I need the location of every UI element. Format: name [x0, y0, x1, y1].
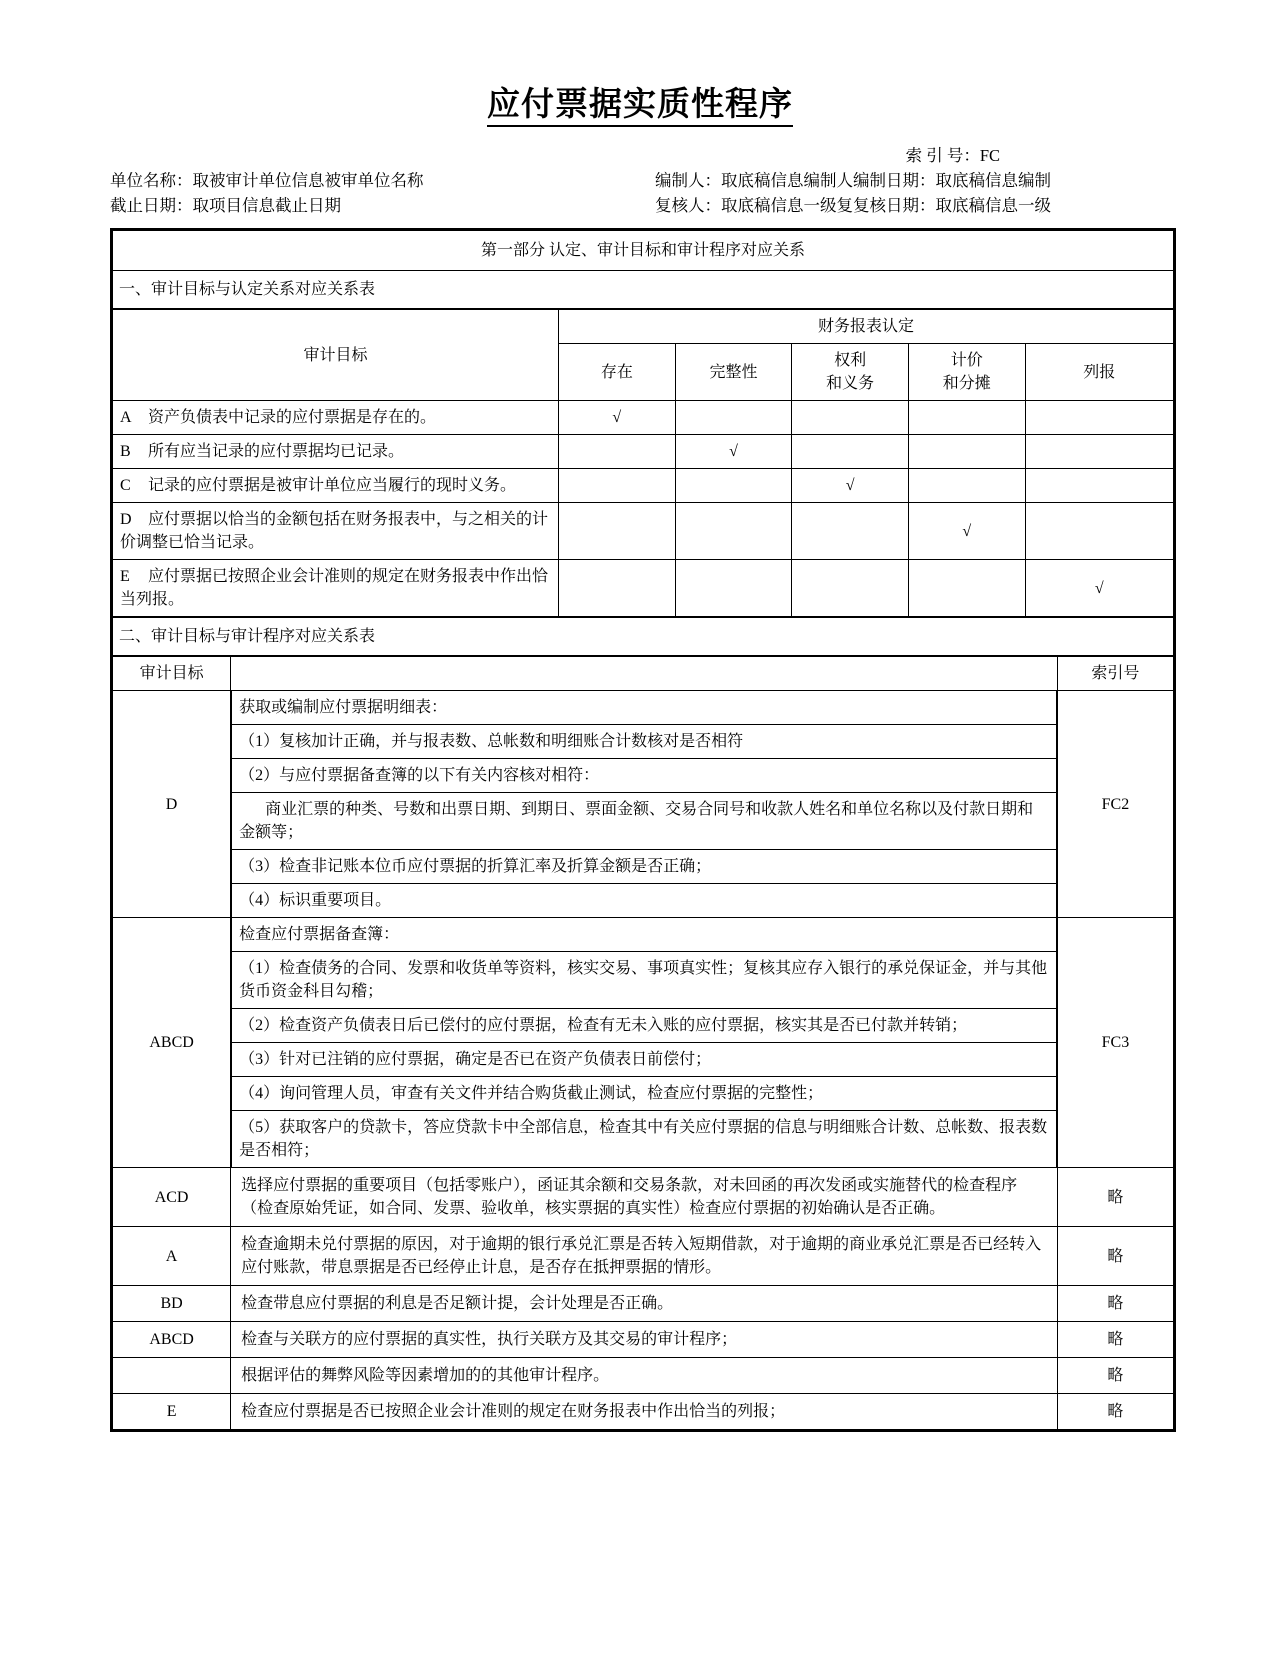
assertion-mark-a-rights	[792, 401, 909, 435]
procedure-group-items-fc3	[231, 918, 1058, 1168]
list-item	[232, 759, 1057, 793]
procedure-index-header: 索引号	[1057, 657, 1173, 691]
review-date-label: 复核日期：	[853, 196, 936, 215]
section-one-heading-row	[113, 271, 1173, 309]
assertion-row-a-text: 资产负债表中记录的应付票据是存在的。	[148, 409, 437, 426]
section-one-heading: 一、审计目标与认定关系对应关系表	[113, 271, 1173, 309]
part-one-heading: 第一部分 认定、审计目标和审计程序对应关系	[113, 231, 1173, 271]
assertion-col-valuation-l1: 计价	[950, 352, 983, 369]
assertion-mark-e-existence	[559, 560, 676, 617]
document-meta	[110, 143, 1170, 218]
preparer-field	[655, 168, 1170, 193]
table-row	[113, 1394, 1173, 1430]
assertion-mark-b-existence	[559, 435, 676, 469]
procedure-group-code-e: E	[113, 1394, 231, 1430]
procedure-item-text: 获取或编制应付票据明细表：	[232, 691, 1057, 725]
page-title	[110, 0, 1170, 125]
assertion-col-valuation-l2: 和分摊	[942, 375, 991, 392]
procedure-item-text: 检查逾期未兑付票据的原因，对于逾期的银行承兑汇票是否转入短期借款，对于逾期的商业承兑汇票是否已经转入应付账款，带息票据是否已经停止计息，是否存在抵押票据的情形。	[231, 1227, 1058, 1286]
list-item	[232, 793, 1057, 850]
assertion-mark-a-valuation	[908, 401, 1025, 435]
procedure-item-list	[231, 691, 1057, 917]
assertion-mark-a-existence: √	[559, 401, 676, 435]
procedure-item-text: （4）询问管理人员，审查有关文件并结合购货截止测试，检查应付票据的完整性；	[232, 1077, 1057, 1111]
procedure-item-text: （2）与应付票据备查簿的以下有关内容核对相符：	[232, 759, 1057, 793]
part-one-heading-row	[113, 231, 1173, 271]
assertion-mark-a-presentation	[1025, 401, 1173, 435]
table-row	[113, 691, 1173, 918]
list-item	[232, 952, 1057, 1009]
assertion-mark-b-rights	[792, 435, 909, 469]
assertion-col-existence-l1: 存在	[600, 363, 633, 381]
assertion-mark-b-valuation	[908, 435, 1025, 469]
assertion-mark-d-rights	[792, 503, 909, 560]
assertion-row-c-code: C	[120, 477, 131, 494]
main-frame	[110, 228, 1176, 1432]
assertion-mark-d-valuation: √	[908, 503, 1025, 560]
table-row	[113, 401, 1173, 435]
list-item	[232, 725, 1057, 759]
reviewer-value: 取底稿信息一级复	[721, 196, 853, 215]
prepare-date-value: 取底稿信息编制	[935, 171, 1051, 190]
assertion-matrix-table	[113, 309, 1173, 617]
assertion-mark-c-valuation	[908, 469, 1025, 503]
procedure-group-ref-e: 略	[1057, 1394, 1173, 1430]
assertion-row-a-code: A	[120, 409, 132, 426]
procedure-item-text: （2）检查资产负债表日后已偿付的应付票据，检查有无未入账的应付票据，核实其是否已付款并转销；	[232, 1009, 1057, 1043]
assertion-row-d-text: 应付票据以恰当的金额包括在财务报表中，与之相关的计价调整已恰当记录。	[120, 511, 549, 551]
reviewer-field	[655, 193, 1170, 218]
entity-name-value: 取被审计单位信息被审单位名称	[192, 171, 424, 190]
list-item	[232, 850, 1057, 884]
assertion-row-d	[113, 503, 559, 560]
list-item	[232, 1009, 1057, 1043]
assertion-col-rights-l2: 和义务	[826, 375, 875, 392]
meta-row-2	[110, 193, 1170, 218]
list-item	[232, 884, 1057, 918]
procedure-item-text: 检查应付票据是否已按照企业会计准则的规定在财务报表中作出恰当的列报；	[231, 1394, 1058, 1430]
procedure-content-header	[231, 657, 1058, 691]
assertion-group-header: 财务报表认定	[559, 310, 1174, 344]
list-item	[232, 1111, 1057, 1168]
reviewer-label: 复核人：	[655, 196, 721, 215]
procedure-item-text: 检查应付票据备查簿：	[232, 918, 1057, 952]
procedure-group-ref-fc2: FC2	[1057, 691, 1173, 918]
preparer-label: 编制人：	[655, 171, 721, 190]
procedure-group-code-bd: BD	[113, 1286, 231, 1322]
procedure-group-ref-a: 略	[1057, 1227, 1173, 1286]
procedure-item-text: （3）检查非记账本位币应付票据的折算汇率及折算金额是否正确；	[232, 850, 1057, 884]
procedure-group-code-abcd2: ABCD	[113, 1322, 231, 1358]
assertion-col-rights-l1: 权利	[834, 352, 867, 369]
table-row	[113, 1227, 1173, 1286]
section-two-header-table	[113, 617, 1173, 656]
assertion-mark-a-completeness	[675, 401, 792, 435]
assertion-row-b-text: 所有应当记录的应付票据均已记录。	[148, 443, 405, 460]
procedure-group-ref-bd: 略	[1057, 1286, 1173, 1322]
review-date-value: 取底稿信息一级	[935, 196, 1051, 215]
prepare-date-label: 编制日期：	[853, 171, 936, 190]
procedure-item-text: （1）检查债务的合同、发票和收货单等资料，核实交易、事项真实性；复核其应存入银行的承兑保证金，并与其他货币资金科目勾稽；	[232, 952, 1057, 1009]
procedure-item-text: 检查带息应付票据的利息是否足额计提，会计处理是否正确。	[231, 1286, 1058, 1322]
procedure-group-ref-fc3: FC3	[1057, 918, 1173, 1168]
assertion-row-d-code: D	[120, 511, 132, 528]
part-one-header-table	[113, 231, 1173, 309]
assertion-mark-c-completeness	[675, 469, 792, 503]
assertion-row-b	[113, 435, 559, 469]
assertion-mark-d-existence	[559, 503, 676, 560]
page-title-text: 应付票据实质性程序	[487, 87, 793, 127]
assertion-row-c-text: 记录的应付票据是被审计单位应当履行的现时义务。	[148, 477, 517, 494]
procedure-item-text: 根据评估的舞弊风险等因素增加的的其他审计程序。	[231, 1358, 1058, 1394]
assertion-mark-e-presentation: √	[1025, 560, 1173, 617]
procedure-item-text: 选择应付票据的重要项目（包括零账户），函证其余额和交易条款，对未回函的再次发函或实施替代的检查程序（检查原始凭证，如合同、发票、验收单，核实票据的真实性）检查应付票据的初始确认是否正确。	[231, 1168, 1058, 1227]
assertion-col-existence	[559, 344, 676, 401]
section-two-heading-row	[113, 618, 1173, 656]
index-number-value: FC	[979, 146, 1000, 165]
assertion-col-presentation-l1: 列报	[1083, 363, 1116, 381]
list-item	[232, 691, 1057, 725]
cutoff-date-field	[110, 193, 655, 218]
procedure-table	[113, 656, 1173, 1429]
table-row	[113, 918, 1173, 1168]
section-two-heading: 二、审计目标与审计程序对应关系表	[113, 618, 1173, 656]
table-row	[113, 560, 1173, 617]
assertion-mark-d-presentation	[1025, 503, 1173, 560]
assertion-mark-b-presentation	[1025, 435, 1173, 469]
assertion-mark-c-presentation	[1025, 469, 1173, 503]
assertion-group-header-row	[113, 310, 1173, 344]
table-row	[113, 1168, 1173, 1227]
procedure-group-code-fc3: ABCD	[113, 918, 231, 1168]
list-item	[232, 918, 1057, 952]
procedure-group-ref-blank: 略	[1057, 1358, 1173, 1394]
cutoff-date-label: 截止日期：	[110, 196, 193, 215]
assertion-row-e	[113, 560, 559, 617]
list-item	[232, 1077, 1057, 1111]
assertion-row-c	[113, 469, 559, 503]
procedure-group-code-a: A	[113, 1227, 231, 1286]
procedure-group-ref-acd: 略	[1057, 1168, 1173, 1227]
procedure-item-text: （5）获取客户的贷款卡，答应贷款卡中全部信息，检查其中有关应付票据的信息与明细账合计数、总帐数、报表数是否相符；	[232, 1111, 1057, 1168]
entity-name-field	[110, 168, 655, 193]
index-number-label: 索 引 号：	[905, 146, 980, 165]
assertion-col-presentation	[1025, 344, 1173, 401]
assertion-col-completeness-l1: 完整性	[709, 363, 758, 381]
procedure-item-text: （4）标识重要项目。	[232, 884, 1057, 918]
procedure-group-code-fc2: D	[113, 691, 231, 918]
assertion-mark-d-completeness	[675, 503, 792, 560]
assertion-col-completeness	[675, 344, 792, 401]
assertion-mark-c-existence	[559, 469, 676, 503]
cutoff-date-value: 取项目信息截止日期	[192, 196, 341, 215]
preparer-value: 取底稿信息编制人	[721, 171, 853, 190]
table-row	[113, 1286, 1173, 1322]
table-row	[113, 503, 1173, 560]
entity-name-label: 单位名称：	[110, 171, 193, 190]
assertion-col-rights-obligations	[792, 344, 909, 401]
assertion-col-valuation-allocation	[908, 344, 1025, 401]
procedure-objective-header: 审计目标	[113, 657, 231, 691]
procedure-item-text: 商业汇票的种类、号数和出票日期、到期日、票面金额、交易合同号和收款人姓名和单位名称以及付款日期和金额等；	[232, 793, 1057, 850]
table-row	[113, 435, 1173, 469]
procedure-group-ref-abcd2: 略	[1057, 1322, 1173, 1358]
assertion-row-e-code: E	[120, 568, 130, 585]
assertion-row-a	[113, 401, 559, 435]
procedure-group-code-acd: ACD	[113, 1168, 231, 1227]
procedure-header-row	[113, 657, 1173, 691]
index-number-line	[110, 143, 1170, 168]
assertion-row-b-code: B	[120, 443, 131, 460]
assertion-mark-e-completeness	[675, 560, 792, 617]
assertion-objective-header: 审计目标	[113, 310, 559, 401]
assertion-mark-b-completeness: √	[675, 435, 792, 469]
list-item	[232, 1043, 1057, 1077]
assertion-row-e-text: 应付票据已按照企业会计准则的规定在财务报表中作出恰当列报。	[120, 568, 549, 608]
assertion-mark-c-rights: √	[792, 469, 909, 503]
procedure-group-code-blank	[113, 1358, 231, 1394]
table-row	[113, 1358, 1173, 1394]
table-row	[113, 1322, 1173, 1358]
assertion-mark-e-valuation	[908, 560, 1025, 617]
assertion-mark-e-rights	[792, 560, 909, 617]
procedure-item-text: 检查与关联方的应付票据的真实性，执行关联方及其交易的审计程序；	[231, 1322, 1058, 1358]
table-row	[113, 469, 1173, 503]
procedure-item-text: （1）复核加计正确，并与报表数、总帐数和明细账合计数核对是否相符	[232, 725, 1057, 759]
procedure-group-items-fc2	[231, 691, 1058, 918]
procedure-item-text: （3）针对已注销的应付票据，确定是否已在资产负债表日前偿付；	[232, 1043, 1057, 1077]
meta-row-1	[110, 168, 1170, 193]
procedure-item-list	[231, 918, 1057, 1167]
